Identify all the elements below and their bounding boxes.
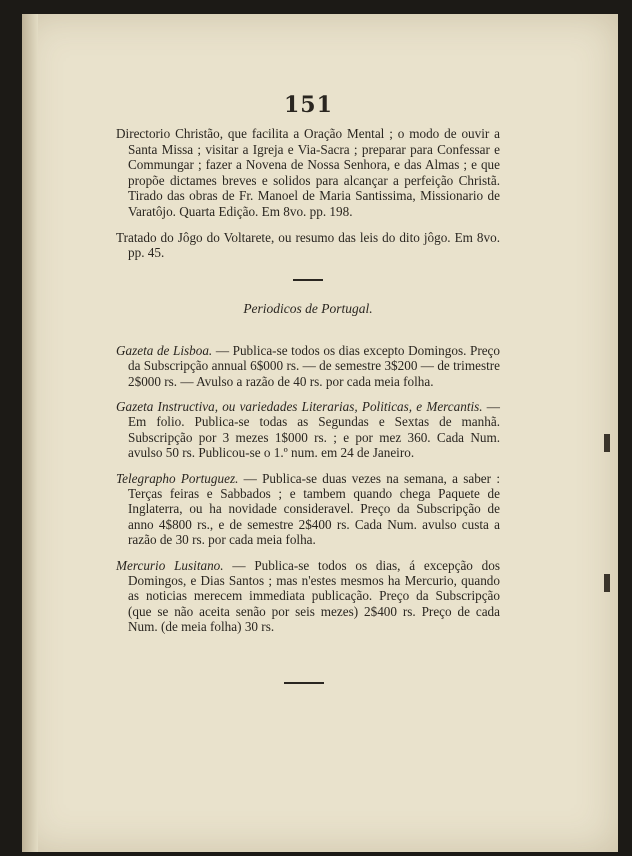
periodical-telegrapho: [116, 471, 500, 548]
closing-rule: [284, 682, 324, 684]
periodical-title: Gazeta de Lisboa.: [116, 342, 213, 358]
periodical-text: — Publica-se todos os dias, á excepção dos Domingos, e Dias Santos ; mas n'estes mesmos ha Mercurio, quando as noticias merecem immediata publicação. Preço da Subscripção (que se não aceita senão por seis mezes) 2$400 rs. Preço de cada Num. (de meia folha) 30 rs.: [128, 557, 500, 635]
entry-directorio: [116, 126, 500, 220]
page-gutter: [22, 14, 38, 852]
entry-text: , ou resumo das leis do dito jôgo. Em 8vo. pp. 45.: [128, 229, 500, 261]
section-title: Periodicos de Portugal.: [243, 300, 373, 316]
page-content: [116, 126, 500, 645]
periodical-gazeta-lisboa: [116, 343, 500, 389]
entry-text: , que facilita a Oração Mental ; o modo de ouvir a Santa Missa ; visitar a Igreja e Via-Sacra ; preparar para Confessar e Commungar ; fazer a Novena de Nossa Senhora, e das Almas ; e que propõe dictames breves e solidos para alcançar a perfeição Christã. Tirado das obras de Fr. Manoel de Maria Santissima, Missionario de Varatôjo. Quarta Edição. Em 8vo. pp. 198.: [128, 126, 501, 219]
edge-mark: [604, 434, 610, 452]
entry-lead: Tratado do Jôgo do Voltarete: [116, 229, 271, 245]
periodical-text: — Publica-se todos os dias excepto Domingos. Preço da Subscripção annual 6$000 rs. — de semestre 3$200 — de trimestre 2$000 rs. — Avulso a razão de 40 rs. por cada meia folha.: [128, 342, 501, 389]
section-divider: [293, 279, 323, 281]
periodical-text: — Publica-se duas vezes na semana, a saber : Terças feiras e Sabbados ; e tambem quando chega Paquete de Inglaterra, ou ha novidade consideravel. Preço da Subscripção de anno 4$800 rs., e de semestre 2$400 rs. Cada Num. avulso custa a razão de 30 rs. por cada meia folha.: [128, 470, 500, 548]
periodical-text: — Em folio. Publica-se todas as Segundas e Sextas de manhã. Subscripção por 3 mezes 1$000 rs. ; e por mez 360. Cada Num. avulso 50 rs. Publicou-se o 1.º num. em 24 de Janeiro.: [128, 398, 500, 461]
periodical-title: Telegrapho Portuguez.: [116, 470, 239, 486]
entry-lead: Directorio Christão: [116, 126, 220, 141]
book-page: [22, 14, 618, 852]
entry-tratado: [116, 230, 500, 261]
periodical-title: Gazeta Instructiva, ou variedades Literarias, Politicas, e Mercantis.: [116, 398, 483, 414]
edge-mark: [604, 574, 610, 592]
page-number: 151: [284, 92, 333, 118]
periodical-gazeta-instructiva: [116, 399, 500, 461]
periodical-mercurio: [116, 558, 500, 635]
periodical-title: Mercurio Lusitano.: [116, 557, 224, 573]
